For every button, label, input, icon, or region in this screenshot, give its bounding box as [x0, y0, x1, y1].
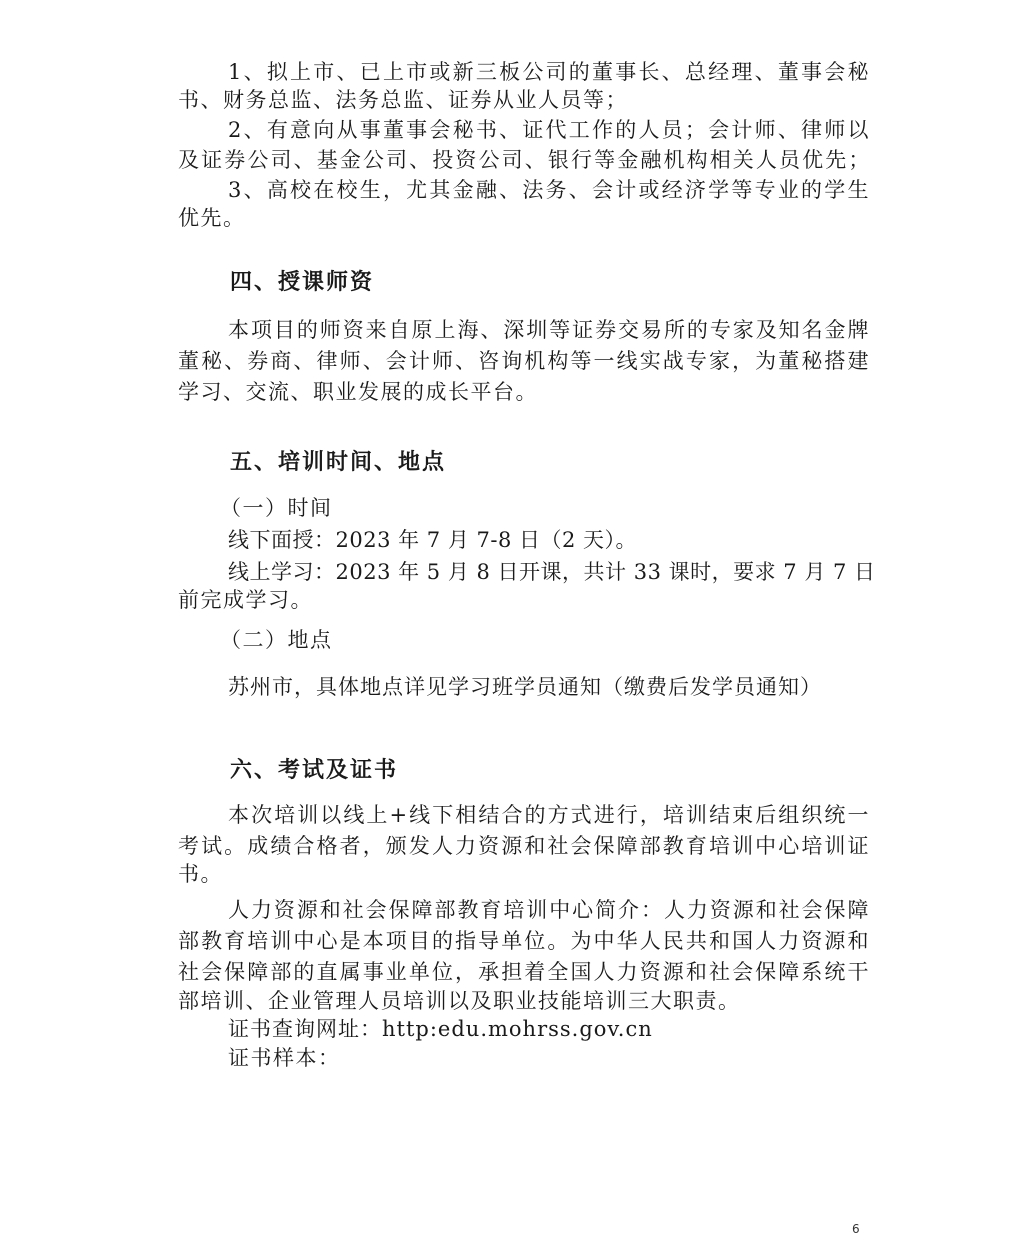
section-4-paragraph-end: 学习、交流、职业发展的成长平台。	[178, 380, 538, 404]
time-label: （一）时间	[220, 496, 333, 520]
center-intro-cont-2: 社会保障部的直属事业单位，承担着全国人力资源和社会保障系统干	[178, 960, 870, 984]
section-4-heading: 四、授课师资	[230, 270, 375, 295]
audience-item-2: 2、有意向从事董事会秘书、证代工作的人员；会计师、律师以	[228, 118, 870, 142]
certificate-url: 证书查询网址：http:edu.mohrss.gov.cn	[228, 1017, 653, 1041]
exam-paragraph-cont: 考试。成绩合格者，颁发人力资源和社会保障部教育培训中心培训证	[178, 834, 870, 858]
center-intro-end: 部培训、企业管理人员培训以及职业技能培训三大职责。	[178, 989, 741, 1013]
center-intro: 人力资源和社会保障部教育培训中心简介：人力资源和社会保障	[228, 898, 870, 922]
offline-schedule: 线下面授：2023 年 7 月 7-8 日（2 天）。	[228, 528, 638, 552]
section-5-heading: 五、培训时间、地点	[230, 450, 447, 475]
online-schedule-cont: 前完成学习。	[178, 588, 313, 612]
audience-item-1: 1、拟上市、已上市或新三板公司的董事长、总经理、董事会秘	[228, 60, 870, 84]
audience-item-3: 3、高校在校生，尤其金融、法务、会计或经济学等专业的学生	[228, 178, 870, 202]
center-intro-cont-1: 部教育培训中心是本项目的指导单位。为中华人民共和国人力资源和	[178, 929, 870, 953]
section-4-paragraph-cont: 董秘、券商、律师、会计师、咨询机构等一线实战专家，为董秘搭建	[178, 349, 870, 373]
certificate-sample-label: 证书样本：	[228, 1046, 341, 1070]
audience-item-2-cont: 及证券公司、基金公司、投资公司、银行等金融机构相关人员优先；	[178, 148, 870, 172]
section-4-paragraph: 本项目的师资来自原上海、深圳等证券交易所的专家及知名金牌	[228, 318, 870, 342]
section-6-heading: 六、考试及证书	[230, 758, 399, 783]
exam-paragraph: 本次培训以线上+线下相结合的方式进行，培训结束后组织统一	[228, 803, 870, 827]
exam-paragraph-end: 书。	[178, 862, 223, 886]
audience-item-3-cont: 优先。	[178, 206, 246, 230]
place-text: 苏州市，具体地点详见学习班学员通知（缴费后发学员通知）	[228, 675, 822, 699]
audience-item-1-cont: 书、财务总监、法务总监、证券从业人员等；	[178, 88, 628, 112]
online-schedule: 线上学习：2023 年 5 月 8 日开课，共计 33 课时，要求 7 月 7 日	[228, 560, 876, 584]
place-label: （二）地点	[220, 628, 333, 652]
page-number: 6	[852, 1222, 860, 1236]
